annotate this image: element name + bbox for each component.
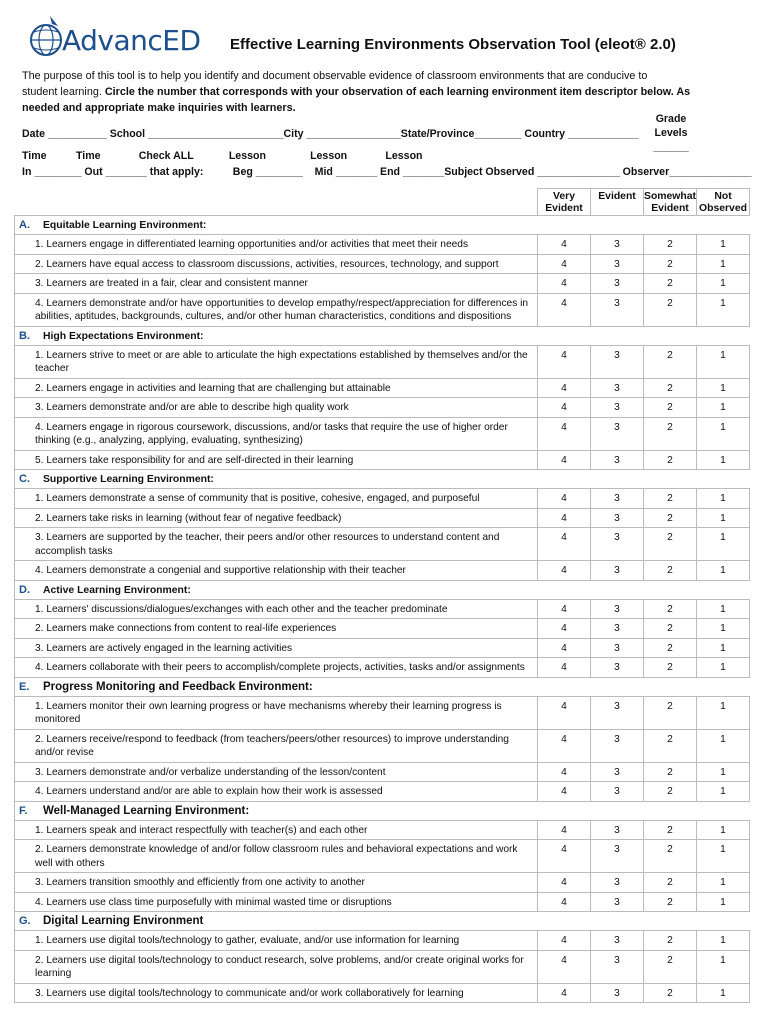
table-row (15, 873, 750, 893)
score-not-observed[interactable]: 1 (697, 696, 750, 729)
section-title: Well-Managed Learning Environment: (43, 804, 250, 817)
purpose-line-3 (22, 100, 722, 116)
section-blank-cell (538, 912, 591, 931)
section-title: Progress Monitoring and Feedback Environment: (43, 680, 313, 693)
score-very-evident[interactable]: 4 (538, 528, 591, 561)
score-evident[interactable]: 3 (591, 873, 644, 893)
score-not-observed[interactable]: 1 (697, 417, 750, 450)
score-very-evident[interactable]: 4 (538, 840, 591, 873)
score-very-evident[interactable]: 4 (538, 378, 591, 398)
score-not-observed[interactable]: 1 (697, 950, 750, 983)
item-descriptor: 2. Learners take risks in learning (without fear of negative feedback) (15, 508, 538, 528)
item-descriptor: 4. Learners demonstrate and/or have opportunities to develop empathy/respect/appreciation for differences in abilities, aptitudes, backgrounds, cultures, and/or other human characteristics, conditions and dispositions (15, 293, 538, 326)
section-blank-cell (697, 216, 750, 235)
item-descriptor: 2. Learners have equal access to classroom discussions, activities, resources, technology, and support (15, 254, 538, 274)
score-somewhat-evident[interactable]: 2 (644, 820, 697, 840)
section-blank-cell (697, 912, 750, 931)
score-somewhat-evident[interactable]: 2 (644, 508, 697, 528)
item-descriptor: 4. Learners collaborate with their peers to accomplish/complete projects, activities, tasks and/or assignments (15, 658, 538, 678)
score-evident[interactable]: 3 (591, 254, 644, 274)
item-descriptor: 4. Learners engage in rigorous coursework, discussions, and/or tasks that require the use of higher order thinking (e.g., analyzing, applying, evaluating, synthesizing) (15, 417, 538, 450)
table-row (15, 931, 750, 951)
score-evident[interactable]: 3 (591, 762, 644, 782)
section-blank-cell (697, 470, 750, 489)
section-letter: F. (19, 804, 28, 817)
section-blank-cell (644, 326, 697, 345)
item-descriptor: 4. Learners demonstrate a congenial and supportive relationship with their teacher (15, 561, 538, 581)
score-very-evident[interactable]: 4 (538, 293, 591, 326)
score-not-observed[interactable]: 1 (697, 638, 750, 658)
section-title-cell (15, 912, 538, 931)
score-somewhat-evident[interactable]: 2 (644, 619, 697, 639)
section-header (15, 912, 750, 931)
score-somewhat-evident[interactable]: 2 (644, 729, 697, 762)
section-blank-cell (644, 677, 697, 696)
item-descriptor: 3. Learners are treated in a fair, clear and consistent manner (15, 274, 538, 294)
score-not-observed[interactable]: 1 (697, 873, 750, 893)
score-not-observed[interactable]: 1 (697, 983, 750, 1003)
score-not-observed[interactable]: 1 (697, 820, 750, 840)
table-row (15, 638, 750, 658)
score-somewhat-evident[interactable]: 2 (644, 450, 697, 470)
score-not-observed[interactable]: 1 (697, 892, 750, 912)
section-blank-cell (697, 326, 750, 345)
column-evident-label: Evident (598, 191, 636, 202)
score-very-evident[interactable]: 4 (538, 820, 591, 840)
score-somewhat-evident[interactable]: 2 (644, 638, 697, 658)
score-very-evident[interactable]: 4 (538, 892, 591, 912)
section-header (15, 801, 750, 820)
score-evident[interactable]: 3 (591, 619, 644, 639)
table-row (15, 619, 750, 639)
section-title-cell (15, 326, 538, 345)
section-title-cell (15, 801, 538, 820)
score-very-evident[interactable]: 4 (538, 762, 591, 782)
item-descriptor: 3. Learners are supported by the teacher, their peers and/or other resources to understand content and accomplish tasks (15, 528, 538, 561)
item-descriptor: 1. Learners engage in differentiated learning opportunities and/or activities that meet their needs (15, 235, 538, 255)
table-row (15, 599, 750, 619)
section-title-cell (15, 470, 538, 489)
section-title-cell (15, 677, 538, 696)
column-header-row (15, 189, 750, 216)
grade-levels-field[interactable] (646, 112, 696, 154)
advanced-logo (28, 14, 208, 66)
score-not-observed[interactable]: 1 (697, 235, 750, 255)
purpose-line-1: The purpose of this tool is to help you identify and document observable evidence of classroom environments that are conducive to (22, 70, 648, 82)
score-very-evident[interactable]: 4 (538, 931, 591, 951)
table-row (15, 417, 750, 450)
section-title: High Expectations Environment: (43, 330, 204, 342)
score-somewhat-evident[interactable]: 2 (644, 235, 697, 255)
section-letter: G. (19, 915, 31, 927)
section-letter: B. (19, 329, 30, 342)
section-header (15, 470, 750, 489)
table-row (15, 398, 750, 418)
section-blank-cell (644, 470, 697, 489)
item-descriptor: 1. Learners demonstrate a sense of community that is positive, cohesive, engaged, and purposeful (15, 489, 538, 509)
page-title: Effective Learning Environments Observation Tool (eleot® 2.0) (230, 36, 676, 53)
score-somewhat-evident[interactable]: 2 (644, 931, 697, 951)
score-evident[interactable]: 3 (591, 983, 644, 1003)
score-not-observed[interactable]: 1 (697, 619, 750, 639)
score-evident[interactable]: 3 (591, 892, 644, 912)
item-descriptor: 1. Learners use digital tools/technology to gather, evaluate, and/or use information for learning (15, 931, 538, 951)
section-title: Supportive Learning Environment: (43, 474, 214, 485)
section-letter: D. (19, 583, 30, 596)
purpose-line-3-bold: needed and appropriate make inquiries with learners. (22, 102, 296, 114)
score-very-evident[interactable]: 4 (538, 599, 591, 619)
item-descriptor: 4. Learners use class time purposefully with minimal wasted time or disruptions (15, 892, 538, 912)
score-not-observed[interactable]: 1 (697, 274, 750, 294)
score-very-evident[interactable]: 4 (538, 235, 591, 255)
logo-text: AdvancED (62, 24, 201, 57)
table-row (15, 378, 750, 398)
section-blank-cell (644, 580, 697, 599)
score-very-evident[interactable]: 4 (538, 274, 591, 294)
score-very-evident[interactable]: 4 (538, 398, 591, 418)
column-very-evident (538, 189, 591, 216)
item-descriptor: 2. Learners receive/respond to feedback (from teachers/peers/other resources) to improve understanding and/or revise (15, 729, 538, 762)
item-descriptor: 1. Learners monitor their own learning progress or have mechanisms whereby their learning progress is monitored (15, 696, 538, 729)
score-very-evident[interactable]: 4 (538, 619, 591, 639)
score-evident[interactable]: 3 (591, 235, 644, 255)
score-evident[interactable]: 3 (591, 528, 644, 561)
purpose-line-2 (22, 84, 722, 100)
section-blank-cell (591, 801, 644, 820)
time-fields[interactable]: In ________ Out _______ that apply: Beg ________ Mid _______ End _______Subject Observed ______________ Observer______________ (22, 166, 752, 178)
purpose-text (22, 68, 722, 116)
observation-table (14, 188, 750, 1003)
score-evident[interactable]: 3 (591, 378, 644, 398)
score-very-evident[interactable]: 4 (538, 696, 591, 729)
table-row (15, 561, 750, 581)
table-row (15, 274, 750, 294)
score-very-evident[interactable]: 4 (538, 508, 591, 528)
score-not-observed[interactable]: 1 (697, 599, 750, 619)
purpose-line-2-plain: student learning. (22, 86, 105, 98)
table-row (15, 762, 750, 782)
score-very-evident[interactable]: 4 (538, 417, 591, 450)
item-descriptor: 1. Learners speak and interact respectfully with teacher(s) and each other (15, 820, 538, 840)
score-somewhat-evident[interactable]: 2 (644, 599, 697, 619)
section-letter: A. (19, 219, 30, 231)
score-somewhat-evident[interactable]: 2 (644, 293, 697, 326)
section-title-cell (15, 216, 538, 235)
score-not-observed[interactable]: 1 (697, 840, 750, 873)
score-evident[interactable]: 3 (591, 450, 644, 470)
section-header (15, 580, 750, 599)
column-very-evident-label: Very Evident (545, 191, 583, 214)
item-descriptor: 3. Learners demonstrate and/or are able to describe high quality work (15, 398, 538, 418)
score-very-evident[interactable]: 4 (538, 254, 591, 274)
section-header (15, 326, 750, 345)
score-evident[interactable]: 3 (591, 950, 644, 983)
section-blank-cell (644, 912, 697, 931)
table-row (15, 696, 750, 729)
score-very-evident[interactable]: 4 (538, 729, 591, 762)
section-blank-cell (644, 216, 697, 235)
score-not-observed[interactable]: 1 (697, 762, 750, 782)
location-fields[interactable]: Date __________ School _______________________City ________________State/Province________ Country ____________ (22, 128, 639, 140)
score-evident[interactable]: 3 (591, 274, 644, 294)
table-row (15, 658, 750, 678)
score-evident[interactable]: 3 (591, 489, 644, 509)
table-row (15, 450, 750, 470)
score-evident[interactable]: 3 (591, 599, 644, 619)
score-evident[interactable]: 3 (591, 840, 644, 873)
section-blank-cell (538, 326, 591, 345)
table-row (15, 508, 750, 528)
score-somewhat-evident[interactable]: 2 (644, 892, 697, 912)
section-blank-cell (538, 470, 591, 489)
item-descriptor: 4. Learners understand and/or are able to explain how their work is assessed (15, 782, 538, 802)
score-not-observed[interactable]: 1 (697, 782, 750, 802)
score-somewhat-evident[interactable]: 2 (644, 762, 697, 782)
column-not-observed (697, 189, 750, 216)
score-somewhat-evident[interactable]: 2 (644, 489, 697, 509)
score-very-evident[interactable]: 4 (538, 658, 591, 678)
section-header (15, 677, 750, 696)
score-not-observed[interactable]: 1 (697, 729, 750, 762)
table-row (15, 729, 750, 762)
score-not-observed[interactable]: 1 (697, 378, 750, 398)
score-not-observed[interactable]: 1 (697, 658, 750, 678)
score-very-evident[interactable]: 4 (538, 561, 591, 581)
section-blank-cell (644, 801, 697, 820)
score-very-evident[interactable]: 4 (538, 782, 591, 802)
score-somewhat-evident[interactable]: 2 (644, 950, 697, 983)
score-evident[interactable]: 3 (591, 696, 644, 729)
score-evident[interactable]: 3 (591, 638, 644, 658)
table-row (15, 528, 750, 561)
score-not-observed[interactable]: 1 (697, 528, 750, 561)
table-body (15, 216, 750, 1003)
score-somewhat-evident[interactable]: 2 (644, 983, 697, 1003)
table-row (15, 950, 750, 983)
section-blank-cell (591, 216, 644, 235)
score-not-observed[interactable]: 1 (697, 561, 750, 581)
table-row (15, 254, 750, 274)
grade-label: Grade (655, 113, 687, 125)
score-very-evident[interactable]: 4 (538, 873, 591, 893)
score-very-evident[interactable]: 4 (538, 983, 591, 1003)
section-blank-cell (591, 326, 644, 345)
table-row (15, 345, 750, 378)
score-evident[interactable]: 3 (591, 345, 644, 378)
score-evident[interactable]: 3 (591, 931, 644, 951)
section-blank-cell (591, 912, 644, 931)
section-blank-cell (538, 801, 591, 820)
purpose-line-2-bold: Circle the number that corresponds with your observation of each learning environment item descriptor below. As (104, 86, 691, 98)
score-not-observed[interactable]: 1 (697, 293, 750, 326)
levels-label: Levels ______ (653, 127, 689, 153)
section-blank-cell (591, 677, 644, 696)
score-somewhat-evident[interactable]: 2 (644, 398, 697, 418)
score-very-evident[interactable]: 4 (538, 345, 591, 378)
score-somewhat-evident[interactable]: 2 (644, 840, 697, 873)
table-row (15, 293, 750, 326)
score-very-evident[interactable]: 4 (538, 450, 591, 470)
score-not-observed[interactable]: 1 (697, 931, 750, 951)
section-blank-cell (591, 580, 644, 599)
section-blank-cell (697, 580, 750, 599)
score-not-observed[interactable]: 1 (697, 508, 750, 528)
item-descriptor: 2. Learners use digital tools/technology to conduct research, solve problems, and/or create original works for learning (15, 950, 538, 983)
score-evident[interactable]: 3 (591, 508, 644, 528)
item-descriptor: 2. Learners demonstrate knowledge of and/or follow classroom rules and behavioral expectations and work well with others (15, 840, 538, 873)
section-blank-cell (697, 801, 750, 820)
item-descriptor: 3. Learners use digital tools/technology to communicate and/or work collaboratively for learning (15, 983, 538, 1003)
section-letter: E. (19, 680, 30, 693)
section-title-cell (15, 580, 538, 599)
score-not-observed[interactable]: 1 (697, 254, 750, 274)
score-not-observed[interactable]: 1 (697, 489, 750, 509)
section-title: Digital Learning Environment (43, 915, 204, 927)
table-row (15, 892, 750, 912)
score-very-evident[interactable]: 4 (538, 950, 591, 983)
column-somewhat-evident (644, 189, 697, 216)
item-descriptor: 1. Learners' discussions/dialogues/exchanges with each other and the teacher predominate (15, 599, 538, 619)
score-not-observed[interactable]: 1 (697, 398, 750, 418)
section-header (15, 216, 750, 235)
score-somewhat-evident[interactable]: 2 (644, 254, 697, 274)
score-somewhat-evident[interactable]: 2 (644, 658, 697, 678)
section-letter: C. (19, 473, 30, 485)
score-evident[interactable]: 3 (591, 782, 644, 802)
column-not-observed-label: Not Observed (699, 191, 747, 214)
table-row (15, 489, 750, 509)
section-blank-cell (591, 470, 644, 489)
score-evident[interactable]: 3 (591, 820, 644, 840)
score-evident[interactable]: 3 (591, 658, 644, 678)
score-somewhat-evident[interactable]: 2 (644, 782, 697, 802)
table-row (15, 235, 750, 255)
column-somewhat-evident-label: Somewhat Evident (644, 191, 696, 214)
score-evident[interactable]: 3 (591, 398, 644, 418)
score-evident[interactable]: 3 (591, 729, 644, 762)
item-descriptor: 1. Learners strive to meet or are able to articulate the high expectations established by themselves and/or the teacher (15, 345, 538, 378)
item-descriptor: 3. Learners demonstrate and/or verbalize understanding of the lesson/content (15, 762, 538, 782)
score-evident[interactable]: 3 (591, 293, 644, 326)
section-title: Equitable Learning Environment: (43, 220, 207, 231)
score-evident[interactable]: 3 (591, 417, 644, 450)
score-very-evident[interactable]: 4 (538, 489, 591, 509)
score-very-evident[interactable]: 4 (538, 638, 591, 658)
score-not-observed[interactable]: 1 (697, 345, 750, 378)
section-blank-cell (697, 677, 750, 696)
column-evident (591, 189, 644, 216)
table-row (15, 983, 750, 1003)
score-evident[interactable]: 3 (591, 561, 644, 581)
table-row (15, 840, 750, 873)
score-somewhat-evident[interactable]: 2 (644, 345, 697, 378)
score-somewhat-evident[interactable]: 2 (644, 528, 697, 561)
item-descriptor: 2. Learners make connections from content to real-life experiences (15, 619, 538, 639)
score-somewhat-evident[interactable]: 2 (644, 274, 697, 294)
section-blank-cell (538, 216, 591, 235)
table-row (15, 820, 750, 840)
score-somewhat-evident[interactable]: 2 (644, 378, 697, 398)
section-title: Active Learning Environment: (43, 584, 191, 596)
item-descriptor: 3. Learners are actively engaged in the learning activities (15, 638, 538, 658)
table-row (15, 782, 750, 802)
score-somewhat-evident[interactable]: 2 (644, 873, 697, 893)
item-descriptor: 5. Learners take responsibility for and are self-directed in their learning (15, 450, 538, 470)
item-descriptor: 3. Learners transition smoothly and efficiently from one activity to another (15, 873, 538, 893)
score-somewhat-evident[interactable]: 2 (644, 696, 697, 729)
score-somewhat-evident[interactable]: 2 (644, 417, 697, 450)
section-blank-cell (538, 677, 591, 696)
item-descriptor: 2. Learners engage in activities and learning that are challenging but attainable (15, 378, 538, 398)
time-labels: Time Time Check ALL Lesson Lesson Lesson (22, 150, 423, 162)
score-somewhat-evident[interactable]: 2 (644, 561, 697, 581)
score-not-observed[interactable]: 1 (697, 450, 750, 470)
section-blank-cell (538, 580, 591, 599)
